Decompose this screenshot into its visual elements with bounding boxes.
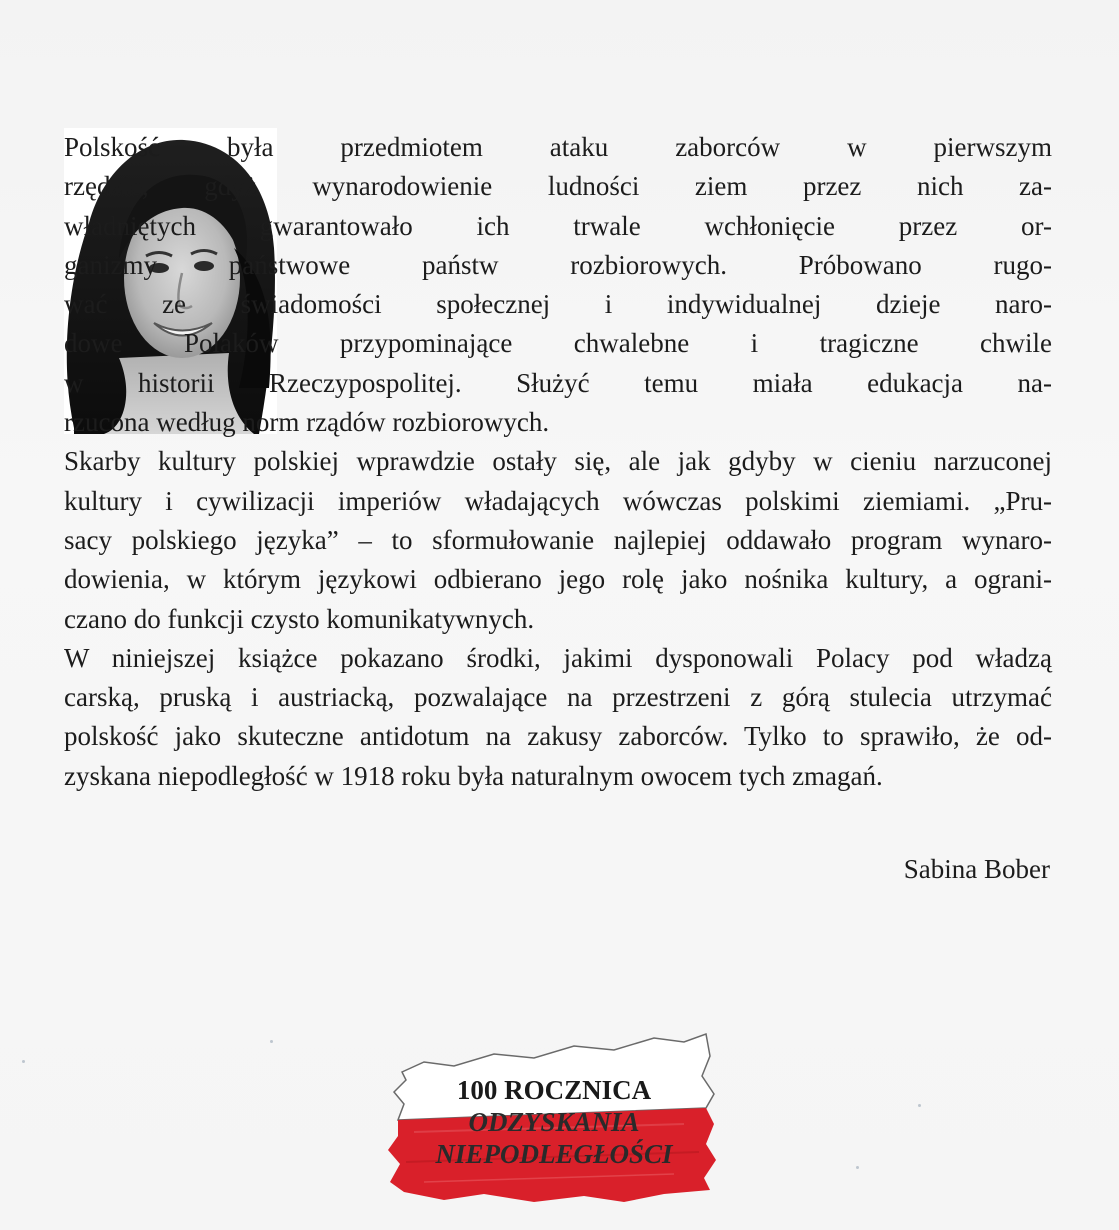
text-line: polskość jako skuteczne antidotum na zakusy zaborców. Tylko to sprawiło, że od-: [64, 721, 1052, 752]
badge-line-3: NIEPODLEGŁOŚCI: [435, 1139, 673, 1169]
scan-speck: [856, 1166, 859, 1169]
paragraph-2: [64, 442, 1052, 638]
text-line: ganizmy państwowe państw rozbiorowych. Próbowano rugo-: [64, 249, 1052, 280]
anniversary-badge: [384, 1032, 724, 1204]
text-line: wać ze świadomości społecznej i indywidualnej dzieje naro-: [64, 289, 1052, 320]
paragraph-1: [64, 128, 1052, 442]
article-text: [64, 128, 1052, 796]
scan-speck: [22, 1060, 25, 1063]
text-line: kultury i cywilizacji imperiów władających wówczas polskimi ziemiami. „Pru-: [64, 485, 1052, 516]
text-line: carską, pruską i austriacką, pozwalające na przestrzeni z górą stulecia utrzymać: [64, 682, 1052, 713]
scan-speck: [918, 1104, 921, 1107]
badge-line-2: ODZYSKANIA: [468, 1107, 640, 1137]
text-line: w historii Rzeczypospolitej. Służyć temu miała edukacja na-: [64, 367, 1052, 398]
text-line: dowienia, w którym językowi odbierano jego rolę jako nośnika kultury, a ograni-: [64, 564, 1052, 595]
text-line: Skarby kultury polskiej wprawdzie ostały się, ale jak gdyby w cieniu narzuconej: [64, 446, 1052, 477]
paragraph-3: [64, 639, 1052, 796]
text-line: rzucona według norm rządów rozbiorowych.: [64, 407, 550, 438]
text-line: rzędzie, gdyż wynarodowienie ludności ziem przez nich za-: [64, 171, 1052, 202]
text-line: sacy polskiego języka” – to sformułowanie najlepiej oddawało program wynaro-: [64, 524, 1052, 555]
badge-line-1: 100 ROCZNICA: [456, 1075, 652, 1105]
text-line: dowe Polaków przypominające chwalebne i tragiczne chwile: [64, 328, 1052, 359]
text-line: władniętych gwarantowało ich trwale wchłonięcie przez or-: [64, 210, 1052, 241]
text-line: czano do funkcji czysto komunikatywnych.: [64, 603, 535, 634]
scan-speck: [270, 1040, 273, 1043]
author-signature: Sabina Bober: [903, 854, 1050, 884]
text-line: Polskość była przedmiotem ataku zaborców w pierwszym: [64, 132, 1052, 162]
badge-text: [384, 1074, 724, 1170]
text-line: zyskana niepodległość w 1918 roku była naturalnym owocem tych zmagań.: [64, 760, 883, 791]
text-line: W niniejszej książce pokazano środki, jakimi dysponowali Polacy pod władzą: [64, 642, 1052, 673]
